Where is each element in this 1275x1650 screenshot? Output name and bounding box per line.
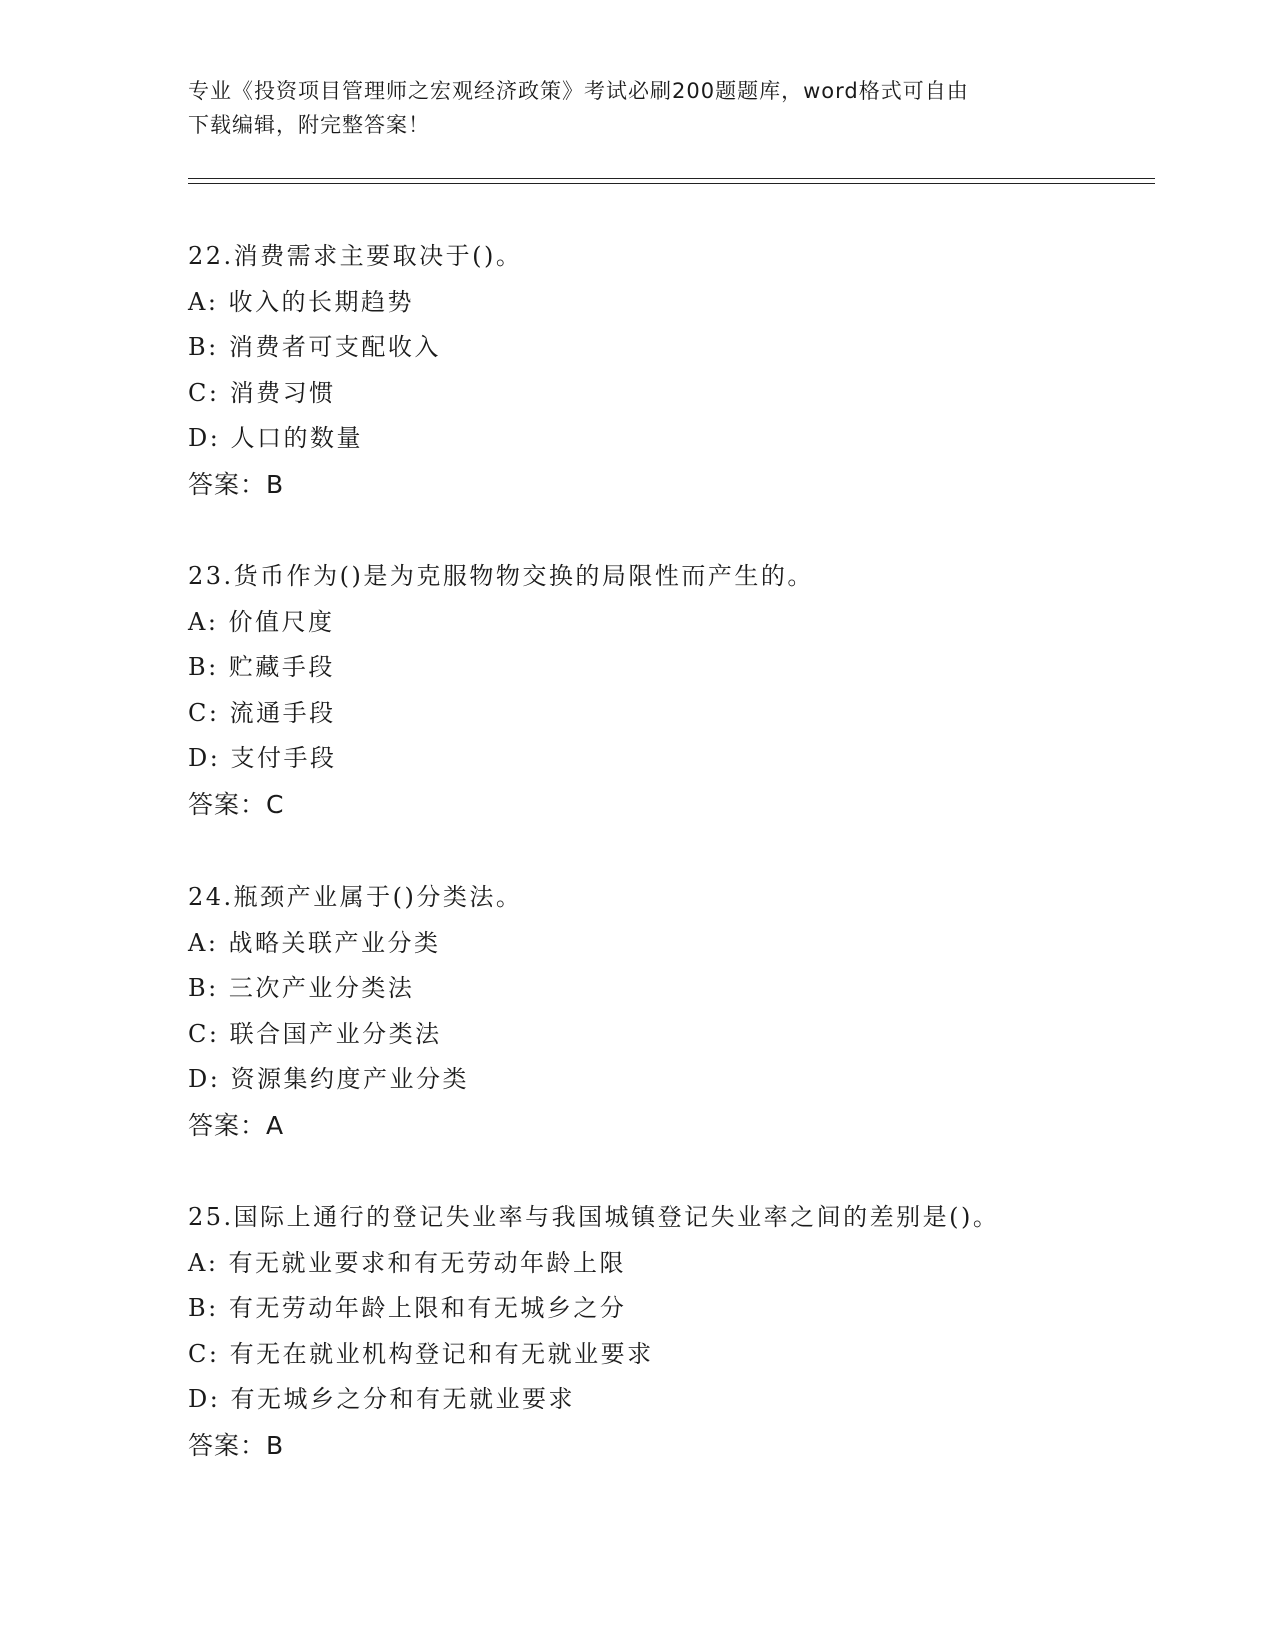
answer-line: 答案：C xyxy=(188,789,285,819)
option-b: B: 有无劳动年龄上限和有无城乡之分 xyxy=(188,1294,627,1322)
question-stem: 22.消费需求主要取决于()。 xyxy=(188,242,523,270)
option-d: D: 有无城乡之分和有无就业要求 xyxy=(188,1385,575,1413)
header-divider-top xyxy=(188,178,1155,179)
option-b: B: 三次产业分类法 xyxy=(188,974,415,1002)
option-b: B: 消费者可支配收入 xyxy=(188,333,441,361)
document-header xyxy=(188,74,1088,142)
answer-line: 答案：B xyxy=(188,469,285,499)
option-a: A: 价值尺度 xyxy=(188,607,335,636)
question-stem: 25.国际上通行的登记失业率与我国城镇登记失业率之间的差别是()。 xyxy=(188,1203,1000,1231)
answer-line: 答案：A xyxy=(188,1110,285,1140)
option-c: C: 联合国产业分类法 xyxy=(188,1019,442,1048)
option-b: B: 贮藏手段 xyxy=(188,653,335,681)
option-a: A: 有无就业要求和有无劳动年龄上限 xyxy=(188,1248,627,1277)
option-a: A: 收入的长期趋势 xyxy=(188,287,415,316)
option-c: C: 消费习惯 xyxy=(188,378,336,407)
header-line-1: 专业《投资项目管理师之宏观经济政策》考试必刷200题题库，word格式可自由 xyxy=(188,79,969,103)
option-a: A: 战略关联产业分类 xyxy=(188,928,441,957)
option-c: C: 有无在就业机构登记和有无就业要求 xyxy=(188,1339,654,1368)
header-line-2: 下载编辑，附完整答案！ xyxy=(188,113,430,137)
answer-line: 答案：B xyxy=(188,1430,285,1460)
question-22 xyxy=(188,234,1155,507)
option-c: C: 流通手段 xyxy=(188,698,336,727)
header-divider-bottom xyxy=(188,183,1155,184)
question-stem: 23.货币作为()是为克服物物交换的局限性而产生的。 xyxy=(188,562,814,590)
option-d: D: 人口的数量 xyxy=(188,424,363,452)
question-23 xyxy=(188,554,1155,827)
option-d: D: 资源集约度产业分类 xyxy=(188,1065,469,1093)
option-d: D: 支付手段 xyxy=(188,744,337,772)
question-stem: 24.瓶颈产业属于()分类法。 xyxy=(188,883,523,911)
question-24 xyxy=(188,875,1155,1148)
question-25 xyxy=(188,1195,1155,1468)
